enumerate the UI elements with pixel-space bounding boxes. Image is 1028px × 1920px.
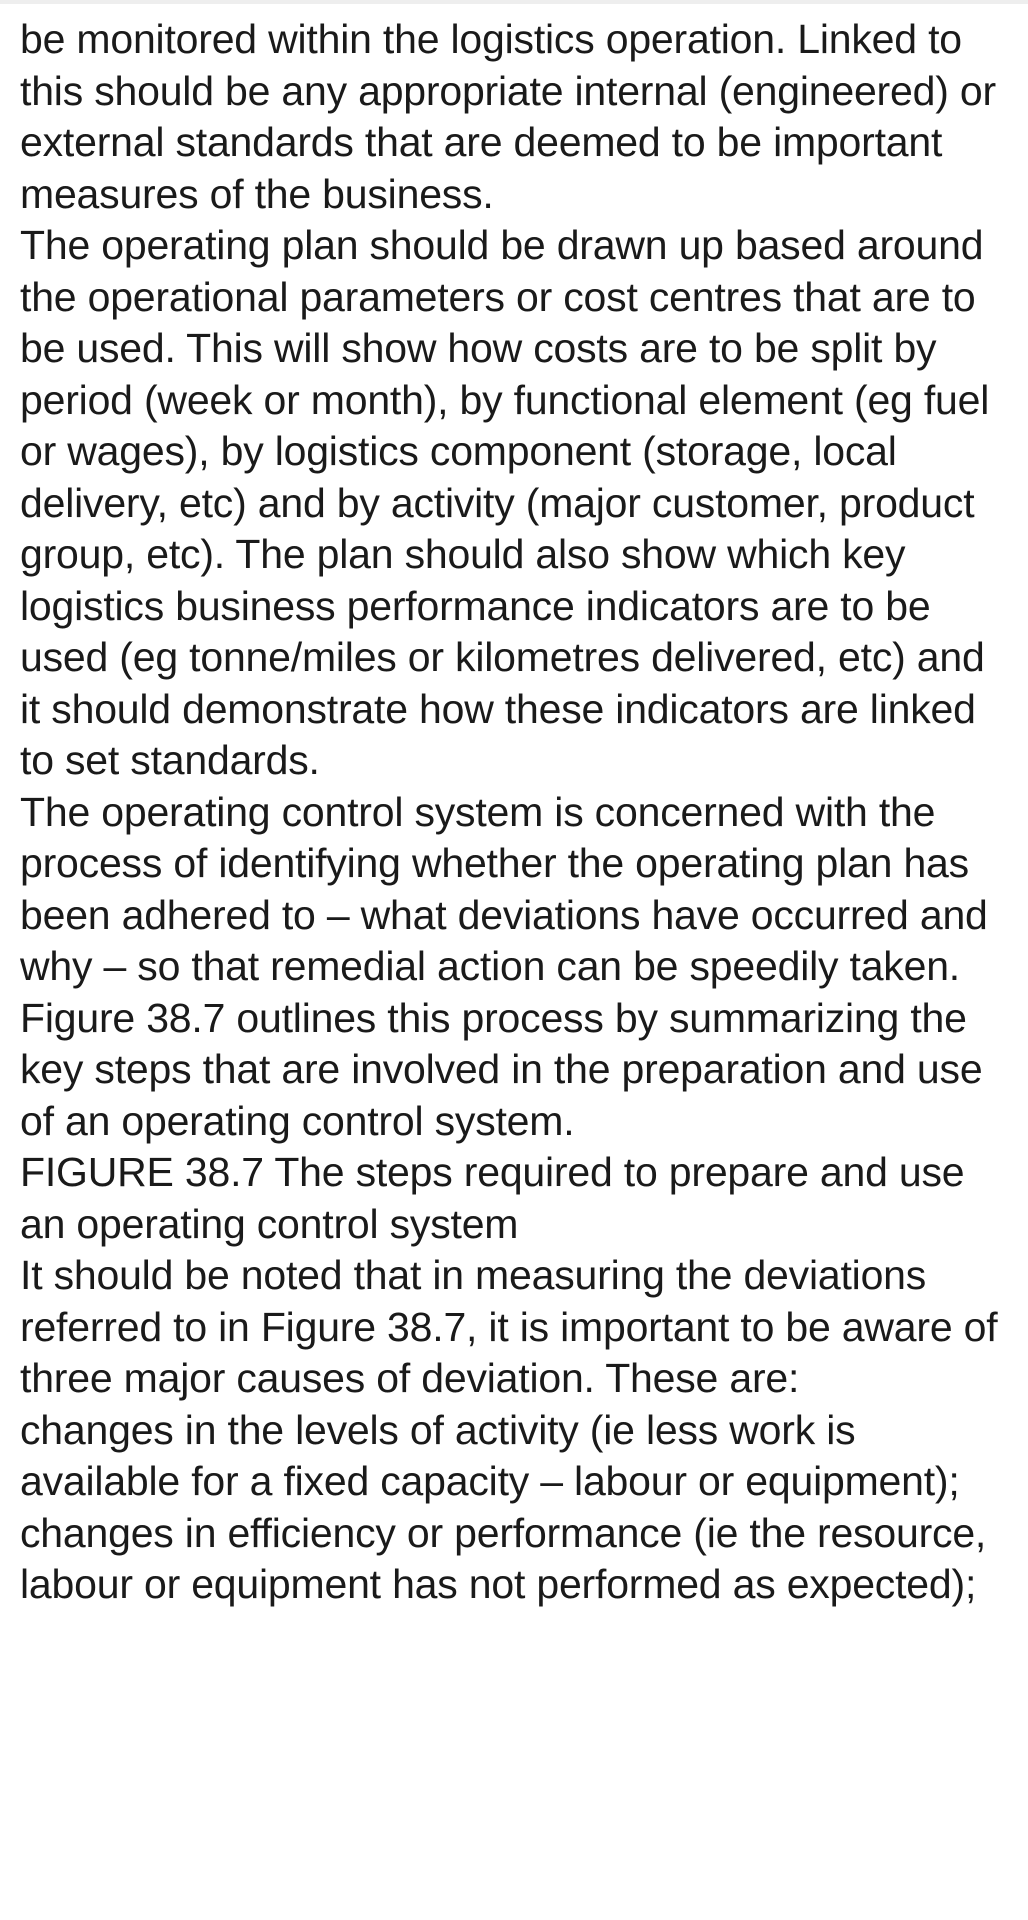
list-item-efficiency: changes in efficiency or performance (ie the resource, labour or equipment has not performed as expected); <box>20 1509 987 1607</box>
paragraph-operating-plan: The operating plan should be drawn up based around the operational parameters or cost centres that are to be used. This will show how costs are to be split by period (week or month), by functional element (eg fuel or wages), by logistics component (storage, local delivery, etc) and by activity (major customer, product group, etc). The plan should also show which key logistics business performance indicators are to be used (eg tonne/miles or kilometres delivered, etc) and it should demonstrate how these indicators are linked to set standards. <box>20 222 990 783</box>
paragraph-deviations: It should be noted that in measuring the deviations referred to in Figure 38.7, it is important to be aware of three major causes of deviation. These are: <box>20 1252 998 1401</box>
paragraph-operating-control-system: The operating control system is concerned with the process of identifying whether the operating plan has been adhered to – what deviations have occurred and why – so that remedial action can be speedily taken. Figure 38.7 outlines this process by summarizing the key steps that are involved in the preparation and use of an operating control system. <box>20 788 988 1144</box>
paragraph-continuation: be monitored within the logistics operation. Linked to this should be any appropriate internal (engineered) or external standards that are deemed to be important measures of the business. <box>20 16 996 217</box>
figure-caption: FIGURE 38.7 The steps required to prepare and use an operating control system <box>20 1149 965 1247</box>
list-item-activity-levels: changes in the levels of activity (ie less work is available for a fixed capacity – labour or equipment); <box>20 1406 960 1504</box>
